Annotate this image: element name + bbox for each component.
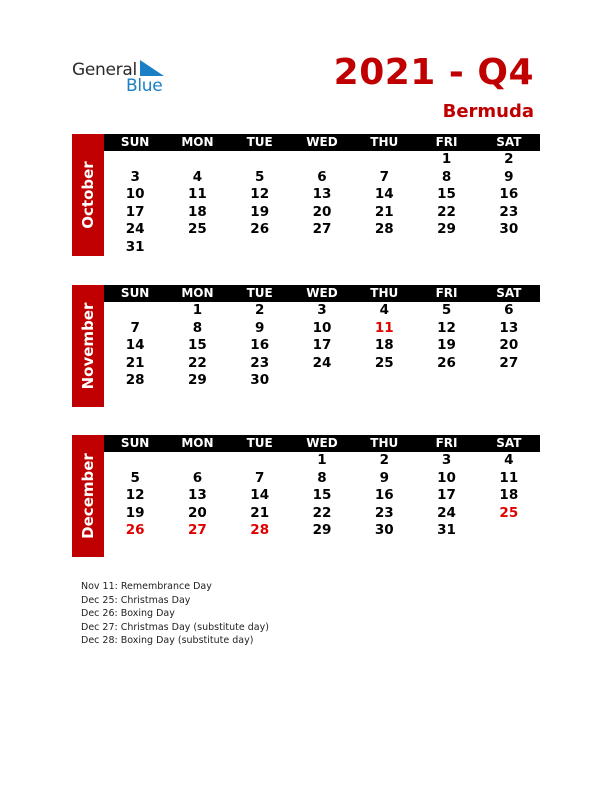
- day-cell: 29: [188, 372, 207, 389]
- day-cell: 15: [188, 337, 207, 354]
- day-cell: 12: [250, 186, 270, 203]
- day-cell: 7: [255, 469, 265, 486]
- day-cell: 25: [188, 221, 207, 238]
- day-cell: 16: [499, 186, 519, 203]
- weekday-header: SAT: [496, 286, 522, 300]
- week-row: [104, 355, 540, 373]
- day-cell: 18: [499, 487, 519, 504]
- day-cell: 20: [312, 203, 332, 220]
- weekday-header: SUN: [120, 286, 150, 300]
- day-cell: 12: [125, 487, 145, 504]
- day-cell: 23: [499, 203, 519, 220]
- day-cell: [166, 239, 228, 257]
- week-row: [104, 470, 540, 488]
- holiday-note: Nov 11: Remembrance Day: [81, 581, 212, 592]
- week-row: [104, 302, 540, 320]
- day-cell: 15: [437, 186, 456, 203]
- day-cell: [478, 372, 540, 390]
- week-row: [104, 452, 540, 470]
- holiday-day-cell: 25: [499, 504, 519, 521]
- day-cell: 19: [125, 504, 145, 521]
- day-cell: 20: [499, 337, 519, 354]
- day-cell: 6: [504, 302, 514, 318]
- day-cell: [104, 452, 166, 470]
- day-cell: 3: [130, 168, 140, 185]
- holiday-day-cell: 27: [188, 522, 207, 539]
- weekday-header: FRI: [435, 436, 458, 450]
- day-cell: 27: [312, 221, 332, 238]
- day-cell: [353, 151, 415, 169]
- weekday-header: TUE: [246, 135, 273, 149]
- day-cell: 2: [504, 151, 514, 167]
- weekday-header: MON: [181, 286, 214, 300]
- day-cell: [104, 151, 166, 169]
- day-cell: [166, 452, 228, 470]
- day-cell: [478, 239, 540, 257]
- day-cell: 24: [437, 504, 456, 521]
- weekday-header: FRI: [435, 135, 458, 149]
- week-row: [104, 239, 540, 257]
- day-cell: 14: [374, 186, 394, 203]
- day-cell: [166, 151, 228, 169]
- day-cell: [229, 239, 291, 257]
- weekday-header-row: [104, 285, 540, 302]
- month-label-tab: [72, 285, 104, 407]
- weekday-header: THU: [370, 135, 399, 149]
- weekday-header: MON: [181, 436, 214, 450]
- day-cell: 6: [317, 168, 327, 185]
- day-cell: 2: [379, 452, 389, 468]
- week-row: [104, 337, 540, 355]
- holiday-note: Dec 28: Boxing Day (substitute day): [81, 635, 254, 646]
- holiday-notes: [81, 580, 269, 648]
- holiday-day-cell: 11: [374, 319, 394, 336]
- day-cell: 23: [374, 504, 394, 521]
- day-cell: 11: [499, 469, 519, 486]
- day-cell: 29: [312, 522, 332, 539]
- day-cell: 14: [250, 487, 270, 504]
- week-row: [104, 372, 540, 390]
- holiday-day-cell: 28: [250, 522, 270, 539]
- month-grid: [104, 285, 540, 390]
- week-row: [104, 522, 540, 540]
- day-cell: 9: [255, 319, 265, 336]
- weekday-header: TUE: [246, 286, 273, 300]
- weekday-header: THU: [370, 286, 399, 300]
- day-cell: 18: [188, 203, 207, 220]
- month-name: November: [79, 302, 97, 390]
- page-subtitle: Bermuda: [442, 101, 534, 122]
- week-row: [104, 204, 540, 222]
- day-cell: 9: [504, 168, 514, 185]
- weekday-header: WED: [306, 135, 338, 149]
- month-grid: [104, 134, 540, 257]
- day-cell: 27: [499, 354, 519, 371]
- weekday-header: SAT: [496, 135, 522, 149]
- day-cell: 7: [130, 319, 140, 336]
- day-cell: 8: [317, 469, 327, 486]
- day-cell: 3: [441, 452, 452, 468]
- logo-triangle-icon: [140, 60, 164, 76]
- day-cell: 30: [250, 372, 270, 389]
- day-cell: 24: [125, 221, 145, 238]
- weekday-header: THU: [370, 436, 399, 450]
- weekday-header: SUN: [120, 436, 150, 450]
- week-row: [104, 320, 540, 338]
- day-cell: [353, 239, 415, 257]
- day-cell: 31: [125, 238, 145, 255]
- day-cell: 18: [374, 337, 394, 354]
- day-cell: 1: [192, 302, 203, 318]
- day-cell: 4: [504, 452, 514, 468]
- day-cell: 28: [125, 372, 145, 389]
- day-cell: [229, 452, 291, 470]
- logo-text-general: General: [72, 60, 137, 80]
- day-cell: 29: [437, 221, 456, 238]
- day-cell: 31: [437, 522, 456, 539]
- day-cell: 10: [125, 186, 145, 203]
- day-cell: 26: [437, 354, 456, 371]
- day-cell: 13: [312, 186, 332, 203]
- weekday-header: FRI: [435, 286, 458, 300]
- day-cell: [353, 372, 415, 390]
- day-cell: 4: [192, 168, 203, 185]
- week-row: [104, 505, 540, 523]
- day-cell: 5: [441, 302, 452, 318]
- day-cell: 28: [374, 221, 394, 238]
- day-cell: 19: [437, 337, 456, 354]
- day-cell: 13: [499, 319, 519, 336]
- day-cell: 17: [312, 337, 332, 354]
- day-cell: 20: [188, 504, 207, 521]
- day-cell: 6: [192, 469, 203, 486]
- day-cell: 19: [250, 203, 270, 220]
- day-cell: [104, 302, 166, 320]
- holiday-note: Dec 26: Boxing Day: [81, 608, 175, 619]
- day-cell: [291, 239, 353, 257]
- month-label-tab: [72, 435, 104, 557]
- day-cell: 11: [188, 186, 207, 203]
- week-row: [104, 186, 540, 204]
- generalblue-logo: [72, 58, 172, 98]
- month-label-tab: [72, 134, 104, 256]
- day-cell: 4: [379, 302, 389, 318]
- day-cell: 16: [374, 487, 394, 504]
- day-cell: 15: [312, 487, 332, 504]
- day-cell: 5: [130, 469, 140, 486]
- holiday-note: Dec 27: Christmas Day (substitute day): [81, 621, 269, 633]
- day-cell: 22: [437, 203, 456, 220]
- day-cell: [415, 239, 477, 257]
- weekday-header: TUE: [246, 436, 273, 450]
- day-cell: 25: [374, 354, 394, 371]
- day-cell: 13: [188, 487, 207, 504]
- weekday-header: SUN: [120, 135, 150, 149]
- day-cell: 26: [250, 221, 270, 238]
- day-cell: 16: [250, 337, 270, 354]
- day-cell: [291, 151, 353, 169]
- month-name: December: [79, 453, 97, 539]
- weekday-header: MON: [181, 135, 214, 149]
- day-cell: 23: [250, 354, 270, 371]
- day-cell: 21: [250, 504, 270, 521]
- month-grid: [104, 435, 540, 540]
- holiday-note: Dec 25: Christmas Day: [81, 594, 191, 606]
- day-cell: 24: [312, 354, 332, 371]
- week-row: [104, 169, 540, 187]
- day-cell: [229, 151, 291, 169]
- page-title: 2021 - Q4: [333, 52, 534, 93]
- day-cell: 17: [125, 203, 145, 220]
- day-cell: 17: [437, 487, 456, 504]
- day-cell: 5: [255, 168, 265, 185]
- day-cell: 30: [499, 221, 519, 238]
- day-cell: [415, 372, 477, 390]
- day-cell: 12: [437, 319, 456, 336]
- day-cell: 8: [441, 168, 452, 185]
- month-name: October: [79, 161, 97, 229]
- weekday-header-row: [104, 435, 540, 452]
- day-cell: 8: [192, 319, 203, 336]
- day-cell: 7: [379, 168, 389, 185]
- day-cell: [291, 372, 353, 390]
- week-row: [104, 151, 540, 169]
- day-cell: 22: [188, 354, 207, 371]
- week-row: [104, 487, 540, 505]
- day-cell: 2: [255, 302, 265, 318]
- day-cell: [478, 522, 540, 540]
- day-cell: 1: [441, 151, 452, 167]
- day-cell: 10: [312, 319, 332, 336]
- weekday-header-row: [104, 134, 540, 151]
- day-cell: 3: [317, 302, 327, 318]
- day-cell: 30: [374, 522, 394, 539]
- logo-text-blue: Blue: [126, 76, 163, 96]
- weekday-header: WED: [306, 286, 338, 300]
- day-cell: 21: [125, 354, 145, 371]
- day-cell: 9: [379, 469, 389, 486]
- week-row: [104, 221, 540, 239]
- day-cell: 10: [437, 469, 456, 486]
- weekday-header: WED: [306, 436, 338, 450]
- holiday-day-cell: 26: [125, 522, 145, 539]
- weekday-header: SAT: [496, 436, 522, 450]
- day-cell: 21: [374, 203, 394, 220]
- day-cell: 22: [312, 504, 332, 521]
- day-cell: 1: [317, 452, 327, 468]
- day-cell: 14: [125, 337, 145, 354]
